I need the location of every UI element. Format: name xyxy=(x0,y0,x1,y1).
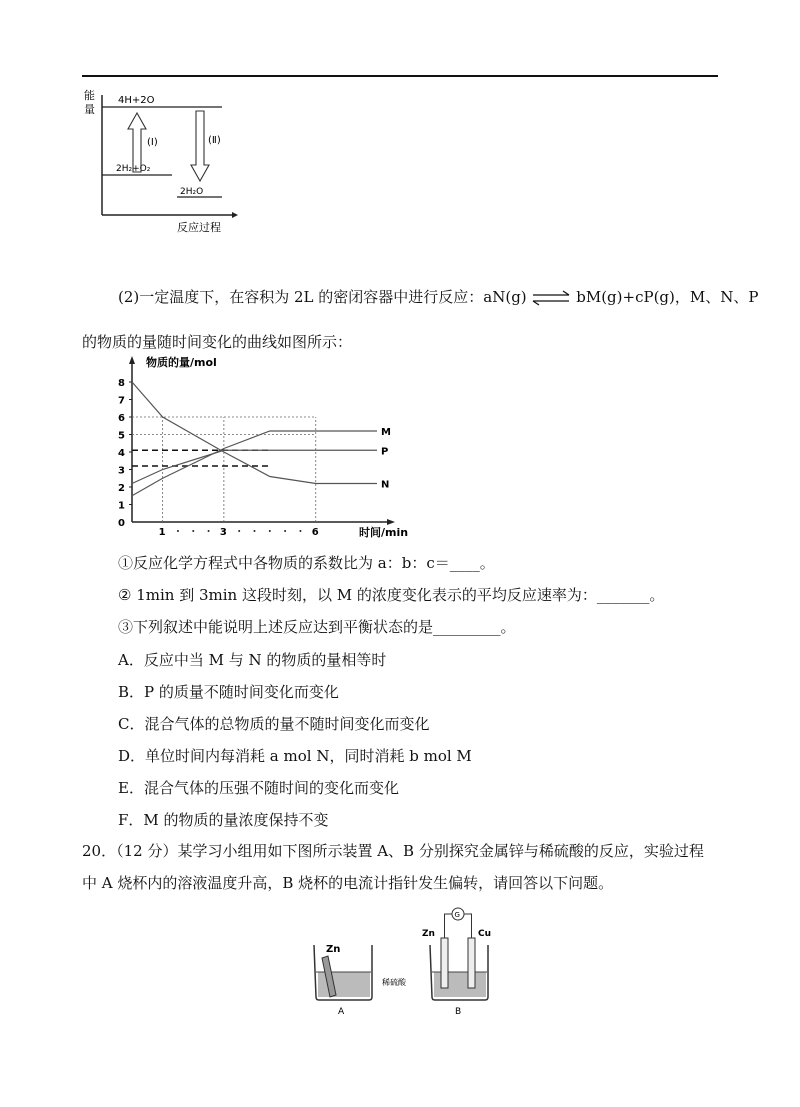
chart-x-dot xyxy=(208,530,210,532)
chart-y-arrow xyxy=(129,356,135,364)
chart-x-tick-label: 1 xyxy=(158,527,166,538)
level-top-label: 4H+2O xyxy=(118,95,155,106)
chart-y-tick-label: 6 xyxy=(118,413,125,424)
q20-line1: 20．（12 分）某学习小组用如下图所示装置 A、B 分别探究金属锌与稀硫酸的反应，实验过程 xyxy=(82,842,704,860)
option-d: D．单位时间内每消耗 a mol N，同时消耗 b mol M xyxy=(118,747,472,765)
energy-ylabel-2: 量 xyxy=(84,103,95,116)
q2-intro-line1 xyxy=(118,287,758,307)
beaker-a-label: A xyxy=(338,1007,345,1017)
chart-x-arrow xyxy=(387,519,395,525)
zn-electrode-b xyxy=(441,938,448,988)
series-label-M: M xyxy=(381,427,391,438)
level-bottom-label: 2H₂O xyxy=(180,187,204,197)
series-line-P xyxy=(132,450,377,483)
q2-sub3: ③下列叙述中能说明上述反应达到平衡状态的是_________。 xyxy=(118,618,516,636)
chart-x-dot xyxy=(177,530,179,532)
q2-sub1: ①反应化学方程式中各物质的系数比为 a：b：c＝____。 xyxy=(118,554,495,572)
zn-label-a: Zn xyxy=(326,944,341,955)
arrow-up-label: (Ⅰ) xyxy=(147,137,158,148)
equilibrium-arrows-icon xyxy=(531,291,571,305)
q2-sub2: ② 1min 到 3min 这段时刻，以 M 的浓度变化表示的平均反应速率为：_______。 xyxy=(118,586,665,604)
chart-y-tick-label: 2 xyxy=(118,483,125,494)
amount-time-chart xyxy=(110,352,409,539)
chart-y-tick-label: 3 xyxy=(118,465,125,477)
energy-diagram xyxy=(82,85,252,235)
beaker-a xyxy=(314,944,372,1017)
option-a: A．反应中当 M 与 N 的物质的量相等时 xyxy=(118,651,387,669)
chart-x-dot xyxy=(254,530,256,532)
energy-ylabel-1: 能 xyxy=(84,89,95,102)
q2-intro-b: bM(g)+cP(g)，M、N、P xyxy=(576,288,759,306)
chart-x-dot xyxy=(299,530,301,532)
chart-y-tick-label: 5 xyxy=(118,430,125,442)
level-mid-label: 2H₂+O₂ xyxy=(116,164,151,174)
apparatus-figure xyxy=(300,900,510,1020)
option-e: E．混合气体的压强不随时间的变化而变化 xyxy=(118,779,399,797)
option-b: B．P 的质量不随时间变化而变化 xyxy=(118,683,339,701)
series-line-N xyxy=(132,382,377,484)
chart-x-dot xyxy=(269,530,271,532)
chart-y-tick-label: 4 xyxy=(118,448,125,459)
chart-y-tick-label: 7 xyxy=(118,395,125,407)
chart-x-dot xyxy=(192,530,194,532)
arrow-down-label: (Ⅱ) xyxy=(208,135,221,146)
zn-label-b: Zn xyxy=(422,929,435,939)
chart-x-tick-label: 6 xyxy=(311,527,319,538)
option-c: C．混合气体的总物质的量不随时间变化而变化 xyxy=(118,715,430,733)
chart-x-dot xyxy=(284,530,286,532)
chart-ylabel: 物质的量/mol xyxy=(146,356,217,369)
chart-y-tick-label: 8 xyxy=(118,378,125,389)
series-label-N: N xyxy=(381,479,390,491)
top-rule xyxy=(82,75,718,77)
galvanometer-label: G xyxy=(454,911,460,919)
energy-xlabel: 反应过程 xyxy=(177,221,221,234)
chart-y-tick-label: 0 xyxy=(118,518,125,529)
q2-intro-line2: 的物质的量随时间变化的曲线如图所示： xyxy=(82,333,353,351)
series-line-M xyxy=(132,431,377,496)
option-f: F．M 的物质的量浓度保持不变 xyxy=(118,811,329,829)
beaker-b xyxy=(422,908,491,1017)
chart-y-tick-label: 1 xyxy=(118,500,125,512)
cu-electrode-b xyxy=(468,938,475,988)
chart-x-tick-label: 3 xyxy=(219,527,227,538)
q20-line2: 中 A 烧杯内的溶液温度升高，B 烧杯的电流计指针发生偏转，请回答以下问题。 xyxy=(82,874,614,892)
chart-x-dot xyxy=(238,530,240,532)
q2-intro-a: (2)一定温度下，在容积为 2L 的密闭容器中进行反应：aN(g) xyxy=(118,288,527,306)
arrow-down-icon xyxy=(191,111,209,181)
chart-xlabel: 时间/min xyxy=(359,526,409,539)
beaker-b-label: B xyxy=(455,1007,462,1017)
series-label-P: P xyxy=(381,446,389,458)
acid-label: 稀硫酸 xyxy=(382,978,406,987)
cu-label-b: Cu xyxy=(478,929,492,939)
